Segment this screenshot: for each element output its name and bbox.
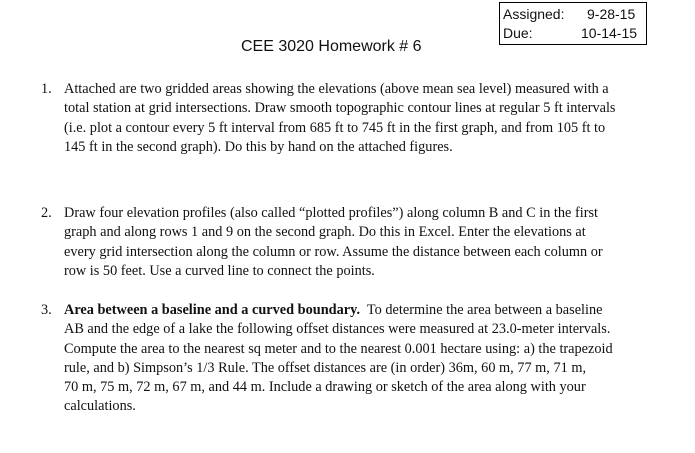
assigned-label: Assigned: (503, 6, 565, 22)
question-1-line-3: (i.e. plot a contour every 5 ft interval from 685 ft to 745 ft in the first graph, and from 105 ft to (64, 119, 606, 136)
question-1-text (64, 80, 664, 157)
question-2-line-4: row is 50 feet. Use a curved line to connect the points. (64, 262, 375, 279)
assigned-row (503, 5, 646, 24)
due-date: 10-14-15 (581, 25, 638, 41)
question-1-line-1: Attached are two gridded areas showing the elevations (above mean sea level) measured with a (64, 81, 609, 97)
question-3-line-1 (64, 301, 664, 320)
question-2-line-1: Draw four elevation profiles (also called “plotted profiles”) along column B and C in the first (64, 205, 598, 221)
question-2-line-3: every grid intersection along the column or row. Assume the distance between each column or (64, 243, 603, 260)
question-3-line-1-rest: To determine the area between a baseline (360, 302, 603, 318)
page-title: CEE 3020 Homework # 6 (241, 38, 422, 55)
question-1-line-4: 145 ft in the second graph). Do this by hand on the attached figures. (64, 138, 453, 155)
question-3-line-6: calculations. (64, 398, 136, 415)
question-2-text (64, 204, 664, 281)
due-label: Due: (503, 25, 533, 41)
question-1-number: 1. (41, 81, 52, 97)
question-3-line-4: rule, and b) Simpson’s 1/3 Rule. The offset distances are (in order) 36m, 60 m, 77 m, 71 m, (64, 359, 587, 376)
question-1-line-2: total station at grid intersections. Draw smooth topographic contour lines at regular 5 ft intervals (64, 100, 616, 117)
question-2-line-2: graph and along rows 1 and 9 on the second graph. Do this in Excel. Enter the elevations at (64, 224, 586, 241)
question-3-line-2: AB and the edge of a lake the following offset distances were measured at 23.0-meter intervals. (64, 321, 611, 338)
question-2-number: 2. (41, 205, 52, 221)
question-3-text (64, 301, 664, 417)
assigned-date: 9-28-15 (587, 6, 636, 22)
question-3-line-3: Compute the area to the nearest sq meter and to the nearest 0.001 hectare using: a) the trapezoid (64, 340, 613, 357)
question-3-number: 3. (41, 302, 52, 318)
question-3-heading: Area between a baseline and a curved boundary. (64, 302, 361, 318)
question-3-line-5: 70 m, 75 m, 72 m, 67 m, and 44 m. Include a drawing or sketch of the area along with your (64, 379, 586, 396)
